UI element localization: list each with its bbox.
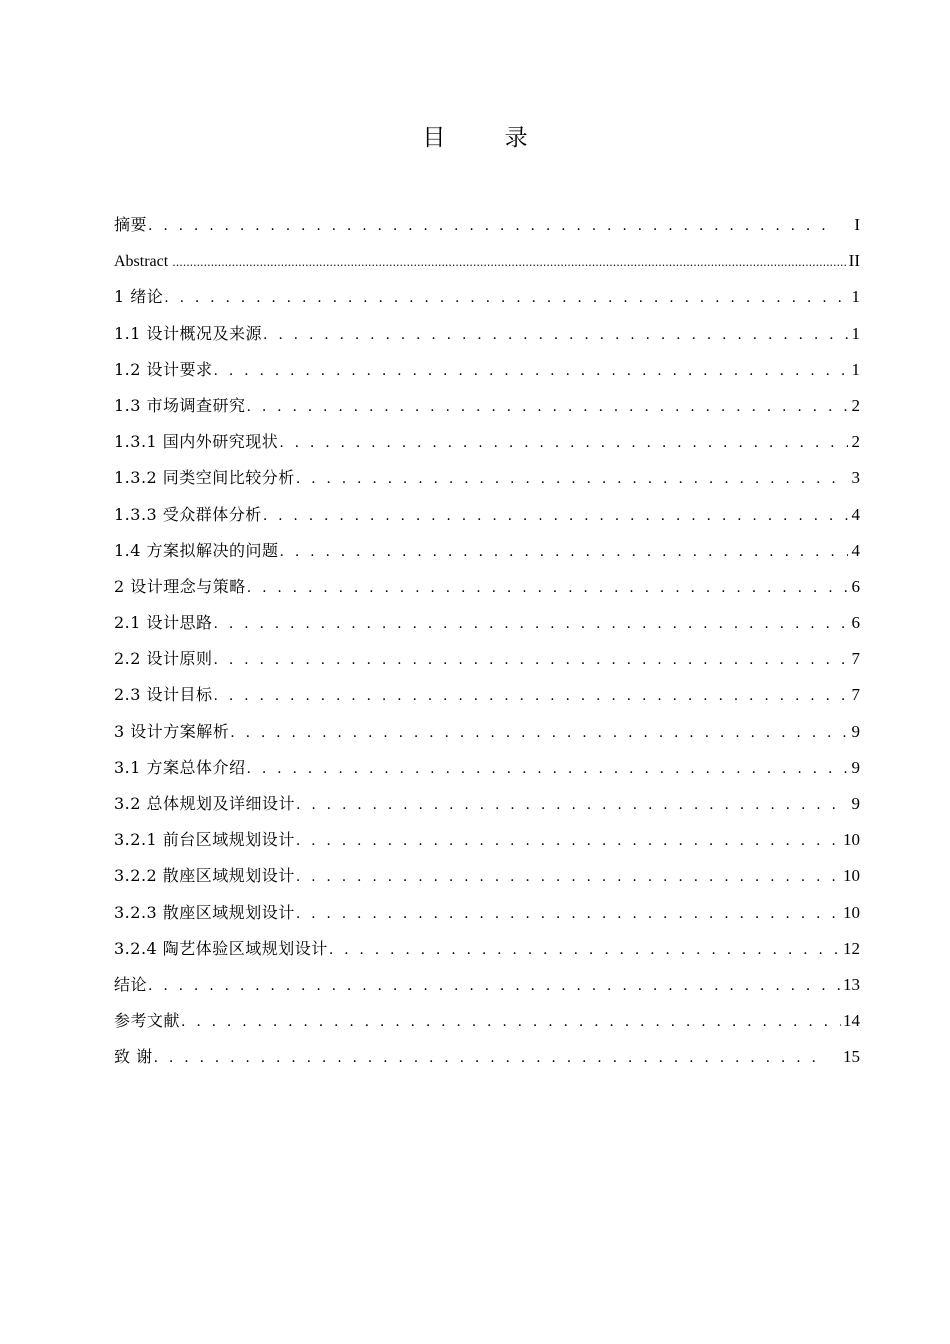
toc-dot-leader bbox=[296, 896, 841, 931]
toc-dot-leader bbox=[279, 425, 848, 460]
toc-entry-page: 10 bbox=[843, 866, 860, 886]
toc-dot-leader bbox=[263, 317, 848, 352]
toc-dot-leader bbox=[214, 678, 848, 713]
toc-entry-chapter-3[interactable] bbox=[114, 714, 860, 750]
toc-entry-label: 1.3.3 受众群体分析 bbox=[114, 504, 262, 524]
toc-entry-abstract-en[interactable] bbox=[114, 243, 860, 279]
toc-entry-section-3-2-1[interactable] bbox=[114, 822, 860, 858]
toc-entry-page: 12 bbox=[843, 938, 860, 958]
toc-entry-section-1-3[interactable] bbox=[114, 388, 860, 424]
toc-entry-label: 2.1 设计思路 bbox=[114, 613, 213, 633]
toc-entry-label: 摘要 bbox=[114, 215, 148, 234]
toc-entry-label: 3.2.1 前台区域规划设计 bbox=[114, 830, 295, 850]
toc-entry-page: 1 bbox=[851, 287, 860, 307]
toc-entry-page: II bbox=[848, 251, 860, 271]
toc-entry-conclusion[interactable] bbox=[114, 967, 860, 1003]
toc-dot-leader bbox=[280, 534, 848, 569]
toc-entry-label: 3.2.2 散座区域规划设计 bbox=[114, 866, 295, 886]
toc-entry-section-2-2[interactable] bbox=[114, 641, 860, 677]
toc-entry-page: 4 bbox=[851, 540, 860, 560]
toc-entry-section-1-3-2[interactable] bbox=[114, 460, 860, 496]
toc-dot-leader bbox=[148, 208, 834, 243]
toc-entry-label: 1.3 市场调查研究 bbox=[114, 395, 246, 415]
toc-entry-section-1-1[interactable] bbox=[114, 316, 860, 352]
toc-entry-page: 14 bbox=[843, 1011, 860, 1031]
toc-entry-label: 3.1 方案总体介绍 bbox=[114, 757, 246, 777]
toc-entry-label: 1.3.2 同类空间比较分析 bbox=[114, 468, 295, 488]
toc-entry-page: 4 bbox=[851, 504, 860, 524]
toc-entry-label: 1.1 设计概况及来源 bbox=[114, 323, 263, 343]
toc-dot-leader bbox=[296, 859, 841, 894]
toc-entry-label: 致 谢 bbox=[114, 1047, 153, 1067]
toc-entry-label: 1.2 设计要求 bbox=[114, 359, 213, 379]
toc-dot-leader bbox=[148, 968, 841, 1003]
toc-entry-page: 15 bbox=[843, 1047, 860, 1067]
toc-dot-leader bbox=[214, 353, 848, 388]
toc-entry-page: 10 bbox=[843, 830, 860, 850]
toc-entry-section-1-3-1[interactable] bbox=[114, 424, 860, 460]
toc-dot-leader bbox=[154, 1040, 827, 1075]
toc-entry-page: 9 bbox=[851, 757, 860, 777]
toc-entry-section-3-2-2[interactable] bbox=[114, 858, 860, 894]
toc-entry-page: 7 bbox=[851, 685, 860, 705]
toc-dot-leader bbox=[263, 498, 848, 533]
toc-dot-leader bbox=[329, 932, 841, 967]
toc-entry-section-2-3[interactable] bbox=[114, 677, 860, 713]
toc-entry-chapter-2[interactable] bbox=[114, 569, 860, 605]
toc-entry-section-3-2[interactable] bbox=[114, 786, 860, 822]
toc-dot-leader bbox=[172, 245, 847, 279]
table-of-contents bbox=[114, 207, 860, 1076]
toc-entry-page: 3 bbox=[851, 468, 860, 488]
toc-entry-page: 10 bbox=[843, 902, 860, 922]
toc-dot-leader bbox=[247, 570, 848, 605]
toc-entry-section-3-1[interactable] bbox=[114, 750, 860, 786]
toc-entry-label: 3 设计方案解析 bbox=[114, 721, 230, 741]
toc-entry-label: 1.3.1 国内外研究现状 bbox=[114, 432, 279, 452]
toc-entry-page: 9 bbox=[851, 721, 860, 741]
toc-entry-page: 2 bbox=[851, 395, 860, 415]
toc-entry-section-1-3-3[interactable] bbox=[114, 497, 860, 533]
toc-entry-label: 3.2 总体规划及详细设计 bbox=[114, 794, 296, 813]
toc-entry-page: 6 bbox=[851, 613, 860, 633]
toc-entry-label: 1 绪论 bbox=[114, 287, 164, 307]
toc-title: 目 录 bbox=[422, 125, 554, 151]
toc-dot-leader bbox=[230, 715, 848, 750]
toc-dot-leader bbox=[214, 642, 848, 677]
toc-entry-page: 13 bbox=[843, 974, 860, 994]
toc-entry-label: 2 设计理念与策略 bbox=[114, 576, 246, 596]
toc-entry-section-3-2-3[interactable] bbox=[114, 895, 860, 931]
toc-entry-page: 2 bbox=[851, 432, 860, 452]
toc-entry-label: 结论 bbox=[114, 974, 148, 994]
toc-dot-leader bbox=[164, 280, 848, 315]
toc-dot-leader bbox=[247, 751, 848, 786]
toc-entry-label: 1.4 方案拟解决的问题 bbox=[114, 540, 279, 560]
toc-entry-page: 6 bbox=[851, 576, 860, 596]
toc-entry-label: 3.2.3 散座区域规划设计 bbox=[114, 902, 295, 922]
toc-entry-section-2-1[interactable] bbox=[114, 605, 860, 641]
toc-entry-section-3-2-4[interactable] bbox=[114, 931, 860, 967]
toc-entry-label: 2.2 设计原则 bbox=[114, 649, 213, 669]
toc-dot-leader bbox=[296, 461, 848, 496]
toc-entry-references[interactable] bbox=[114, 1003, 860, 1039]
toc-dot-leader bbox=[214, 606, 848, 641]
toc-entry-section-1-2[interactable] bbox=[114, 352, 860, 388]
toc-entry-page: I bbox=[854, 215, 860, 234]
toc-entry-label: 参考文献 bbox=[114, 1011, 181, 1031]
toc-dot-leader bbox=[181, 1004, 841, 1039]
toc-entry-acknowledgements[interactable] bbox=[114, 1039, 860, 1075]
toc-entry-page: 1 bbox=[851, 359, 860, 379]
toc-entry-page: 7 bbox=[851, 649, 860, 669]
toc-entry-page: 9 bbox=[851, 794, 860, 813]
toc-entry-section-1-4[interactable] bbox=[114, 533, 860, 569]
toc-entry-abstract-cn[interactable] bbox=[114, 207, 860, 243]
toc-entry-label: Abstract bbox=[114, 253, 169, 271]
toc-entry-page: 1 bbox=[851, 323, 860, 343]
toc-dot-leader bbox=[247, 389, 848, 424]
toc-entry-label: 2.3 设计目标 bbox=[114, 685, 213, 705]
toc-dot-leader bbox=[296, 787, 848, 822]
toc-entry-label: 3.2.4 陶艺体验区域规划设计 bbox=[114, 938, 328, 958]
toc-entry-chapter-1[interactable] bbox=[114, 279, 860, 315]
toc-dot-leader bbox=[296, 823, 841, 858]
